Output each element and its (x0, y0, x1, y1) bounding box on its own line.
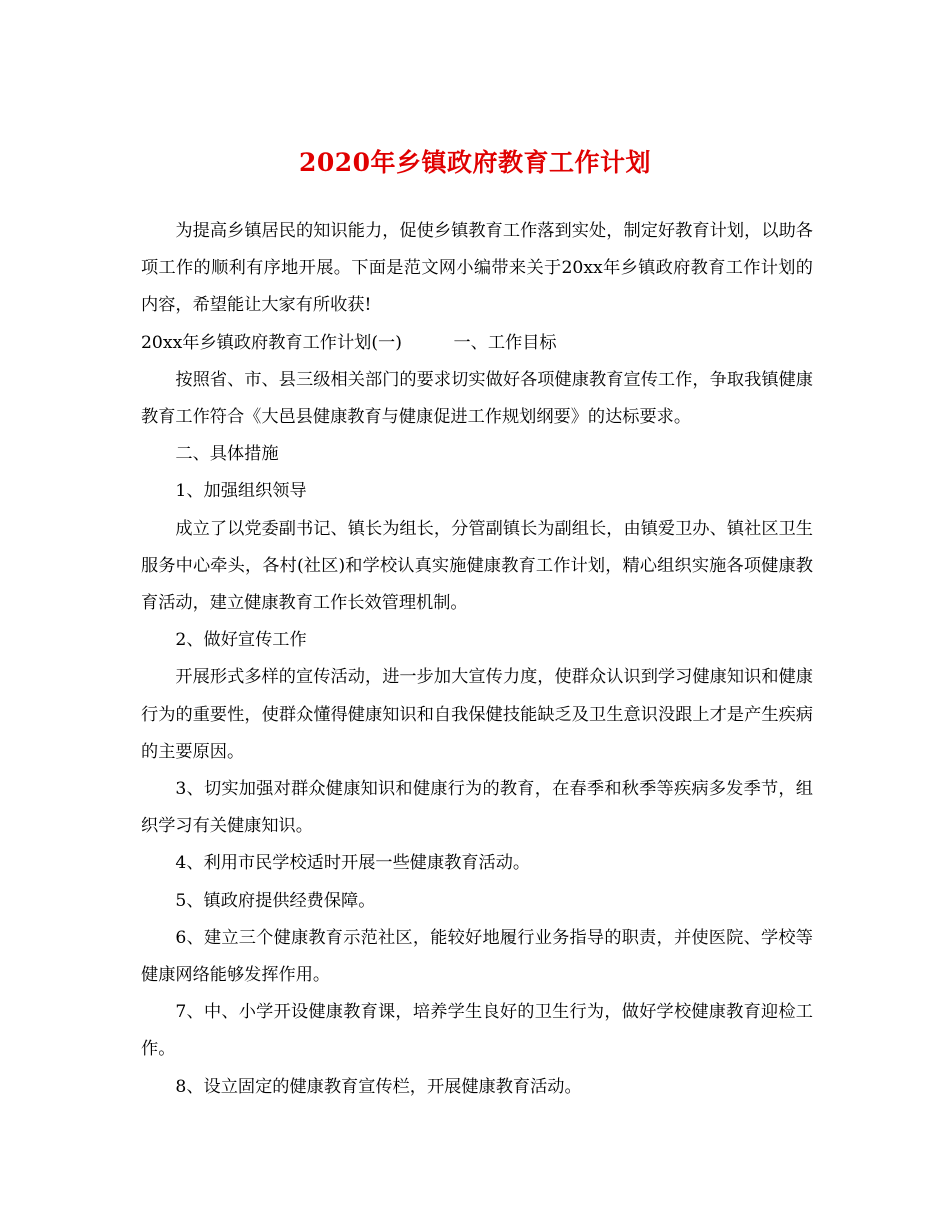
item-heading-1: 1、加强组织领导 (175, 481, 307, 502)
section-heading-plan-one: 20xx年乡镇政府教育工作计划(一) 一、工作目标 (141, 332, 557, 353)
document-title: 2020年乡镇政府教育工作计划 (298, 148, 652, 177)
paragraph-item-7: 7、中、小学开设健康教育课，培养学生良好的卫生行为，做好学校健康教育迎检工作。 (141, 1002, 813, 1060)
document-body (141, 213, 813, 1106)
paragraph-item-4: 4、利用市民学校适时开展一些健康教育活动。 (175, 853, 531, 874)
paragraph-item-2: 开展形式多样的宣传活动，进一步加大宣传力度，使群众认识到学习健康知识和健康行为的重要性，使群众懂得健康知识和自我保健技能缺乏及卫生意识没跟上才是产生疾病的主要原因。 (141, 667, 813, 762)
item-heading-2: 2、做好宣传工作 (175, 630, 307, 651)
paragraph-item-3: 3、切实加强对群众健康知识和健康行为的教育，在春季和秋季等疾病多发季节，组织学习有关健康知识。 (141, 779, 813, 837)
paragraph-goal: 按照省、市、县三级相关部门的要求切实做好各项健康教育宣传工作，争取我镇健康教育工作符合《大邑县健康教育与健康促进工作规划纲要》的达标要求。 (141, 369, 813, 428)
paragraph-item-1: 成立了以党委副书记、镇长为组长，分管副镇长为副组长，由镇爱卫办、镇社区卫生服务中心牵头，各村(社区)和学校认真实施健康教育工作计划，精心组织实施各项健康教育活动，建立健康教育工作长效管理机制。 (141, 518, 813, 614)
paragraph-item-8: 8、设立固定的健康教育宣传栏，开展健康教育活动。 (175, 1076, 582, 1097)
paragraph-item-5: 5、镇政府提供经费保障。 (175, 890, 376, 911)
paragraph-item-6: 6、建立三个健康教育示范社区，能较好地履行业务指导的职责，并使医院、学校等健康网络能够发挥作用。 (141, 927, 813, 986)
section-heading-measures: 二、具体措施 (175, 444, 279, 465)
paragraph-intro: 为提高乡镇居民的知识能力，促使乡镇教育工作落到实处，制定好教育计划，以助各项工作的顺利有序地开展。下面是范文网小编带来关于20xx年乡镇政府教育工作计划的内容，希望能让大家有所收获! (141, 221, 813, 316)
